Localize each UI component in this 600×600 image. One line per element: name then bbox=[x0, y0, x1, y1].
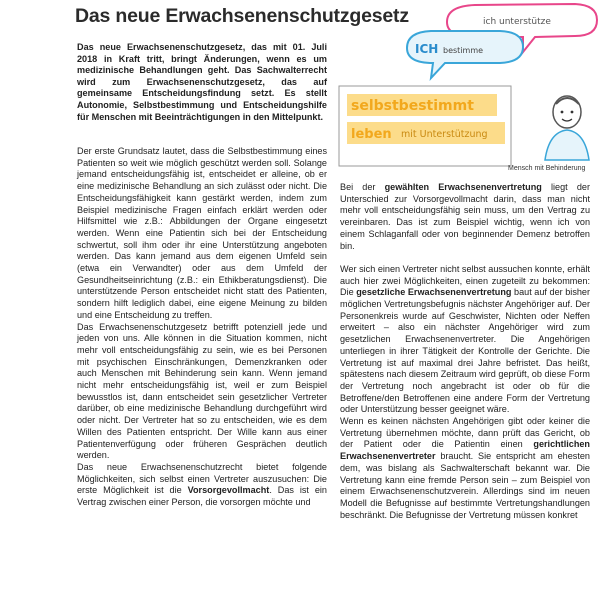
illustration-caption: Mensch mit Behinderung bbox=[508, 165, 586, 172]
body-paragraph: Wer sich einen Vertreter nicht selbst aussuchen konnte, erhält auch hier zwei Möglichkeiten, einen zugeteilt zu bekommen: Die gesetzliche Erwachsenenvertretung baut auf der bisher möglichen Vertretungsbefugnis nächster Angehöriger auf. Der Personenkreis wurde auf Geschwister, Nichten oder Neffen erweitert – also ein nächster Angehöriger wird zum gesetzlichen Erwachsenenvertreter. Die Angehörigen unterliegen in ihrer Tätigkeit der Kontrolle der Gerichte. Die Vertretung ist auf maximal drei Jahre befristet. Das heißt, spätestens nach diesem Zeitraum wird geprüft, ob diese Form der Vertretung noch angebracht ist oder ob für die Betroffene/den Betroffenen eine andere Form der Vertretung oder Unterstützung besser geeignet wäre. bbox=[340, 263, 591, 415]
bubble-decide-text: bestimme bbox=[443, 46, 484, 55]
lead-paragraph: Das neue Erwachsenenschutzgesetz, das mit 01. Juli 2018 in Kraft tritt, bringt Änderungen, wenn es um medizinische Behandlungen geht. Das Sachwalterrecht wird zum Erwachsenenschutzgesetz, das auf gemeinsame Entscheidungsfindung setzt. Es stellt Autonomie, Selbstbestimmung und Entscheidungshilfe für Menschen mit Beeinträchtigungen in den Mittelpunkt. bbox=[77, 42, 327, 122]
self-determination-card bbox=[339, 86, 511, 166]
body-paragraph: Das neue Erwachsenenschutzrecht bietet folgende Möglichkeiten, sich selbst einen Vertreter auszusuchen: Die erste Möglichkeit ist die Vorsorgevollmacht. Das ist ein Vertrag zwischen einer Person, die vorsorgen möchte und bbox=[77, 461, 327, 508]
term-gesetzliche-vertretung: gesetzliche Erwachsenenvertretung bbox=[356, 287, 512, 298]
card-line-2-rest: mit Unterstützung bbox=[401, 129, 488, 140]
column-right bbox=[340, 182, 590, 521]
illustration bbox=[335, 0, 600, 178]
column-left bbox=[77, 146, 327, 509]
speech-bubble-decide bbox=[407, 31, 523, 78]
term-gerichtliche-vertretung: gerichtlichen Erwachsenenvertreter bbox=[340, 439, 590, 462]
card-line-2-bold: leben bbox=[351, 127, 392, 142]
body-paragraph: Das Erwachsenenschutzgesetz betrifft potenziell jede und jeden von uns. Alle können in die Situation kommen, nicht mehr voll entscheidungsfähig zu sein, wie es bei Personen mit psychischen Einschränkungen, Demenzkranken oder auch Menschen mit Behinderung sein kann. Wenn jemand nicht mehr entscheidungsfähig ist, weil er zum Beispiel bewusstlos ist, dann entscheidet sein gesetzlicher Vertreter darüber, ob eine medizinische Behandlung durchgeführt wird oder nicht. Der Vertreter hat so zu entscheiden, wie es dem Willen des Patienten entspricht. Der Wille kann aus einer Patientenverfügung oder früheren Gesprächen deutlich werden. bbox=[77, 321, 327, 461]
person-figure-icon bbox=[545, 96, 589, 160]
card-line-1: selbstbestimmt bbox=[351, 98, 474, 114]
body-paragraph: Wenn es keinen nächsten Angehörigen gibt oder keiner die Vertretung übernehmen möchte, dann prüft das Gericht, ob der Patient oder die Patientin einen gerichtlichen Erwachsenenvertreter braucht. Sie entspricht am ehesten dem, was bislang als Sachwalterschaft bekannt war. Die Vertretung kann eine fremde Person sein – zum Beispiel von einem Erwachsenenschutzverein. Allerdings sind im neuen Modell die Befugnisse auf bestimmte Vertretungshandlungen beschränkt. Die Befugnisse der Vertretung müssen konkret bbox=[340, 416, 590, 520]
body-paragraph: Bei der gewählten Erwachsenenvertretung liegt der Unterschied zur Vorsorgevollmacht darin, dass man nicht mehr voll entscheidungsfähig sein muss, um den Vertrag zu vereinbaren. Das ist zum Beispiel wichtig, wenn ich von einem Schlaganfall oder von beginnender Demenz betroffen bin. bbox=[340, 182, 590, 251]
bubble-ich-text: ICH bbox=[415, 42, 439, 56]
body-paragraph: Der erste Grundsatz lautet, dass die Selbstbestimmung eines Patienten so weit wie möglich geschützt werden soll. Solange jemand entscheidungsfähig ist, entscheidet er alleine, ob er eine medizinische Behandlung an sich zulässt oder nicht. Die Entscheidungsfähigkeit kann gestärkt werden, indem zum Beispiel medizinische Fragen einfach erklärt werden oder Hilfsmittel wie z.B.: Abbildungen der Organe eingesetzt werden. Wenn eine Patientin sich bei der Entscheidung schwertut, soll ihm oder ihr eine Unterstützung angeboten werden. Das kann jemand aus dem eigenen Umfeld sein (etwa ein Verwandter) oder aus dem Umfeld der Gesundheitseinrichtung (z.B.: ein Ethikberatungsdienst). Die unterstützende Person entscheidet nicht statt des Patienten, sondern hilft lediglich dabei, eine eigene Meinung zu bilden und eine Entscheidung zu treffen. bbox=[77, 146, 327, 320]
page-title: Das neue Erwachsenenschutzgesetz bbox=[75, 5, 409, 27]
bubble-support-text: ich unterstütze bbox=[483, 17, 551, 27]
term-gewaehlte-vertretung: gewählten Erwachsenenvertretung bbox=[384, 182, 542, 192]
term-vorsorgevollmacht: Vorsorgevollmacht bbox=[187, 485, 270, 496]
